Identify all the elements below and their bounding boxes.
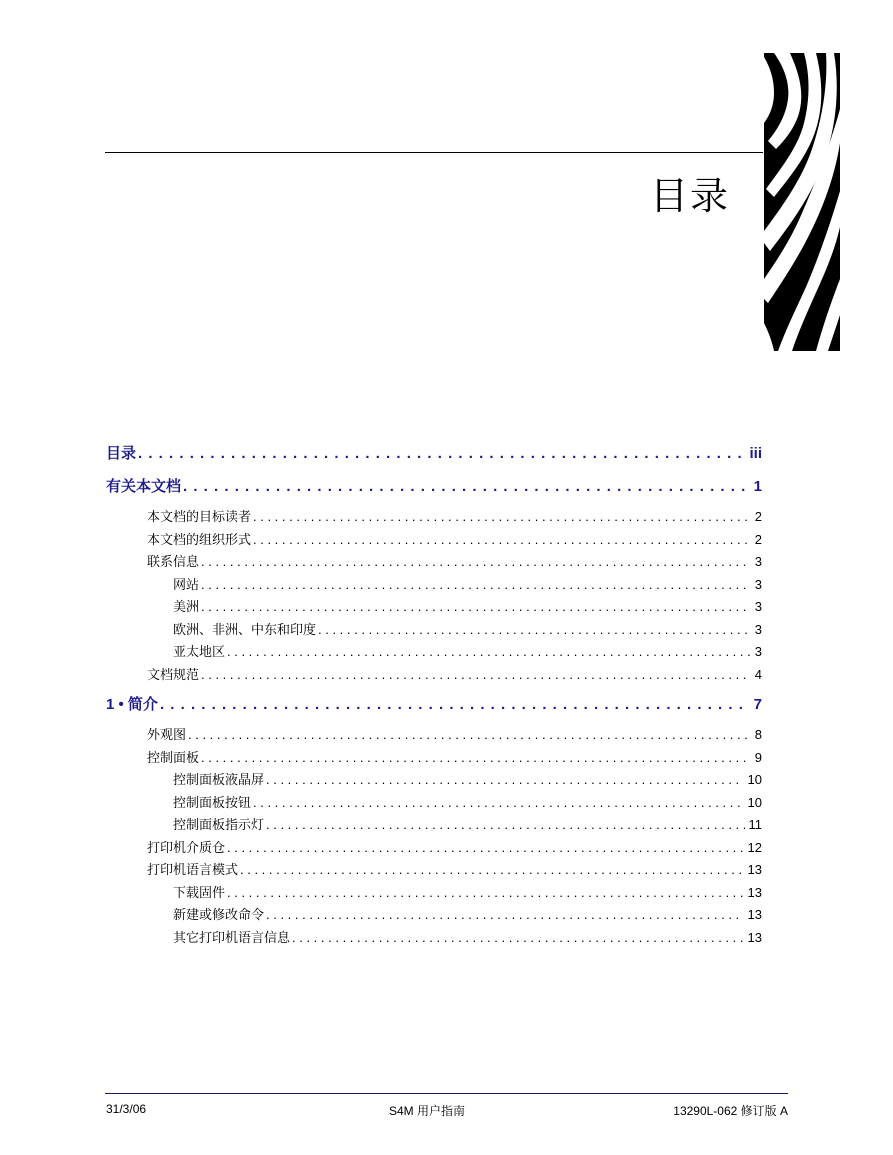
toc-entry-page: 13 <box>747 907 762 922</box>
toc-entry-page: 11 <box>748 817 762 832</box>
toc-entry-emea[interactable] <box>106 619 762 642</box>
toc-leader <box>318 619 751 642</box>
toc-entry-label: 本文档的组织形式 <box>147 531 252 547</box>
toc-leader <box>253 792 744 815</box>
toc-entry-control-panel-buttons[interactable] <box>106 792 762 815</box>
toc-entry-label: 目录 <box>106 445 137 462</box>
toc-entry-page: 3 <box>754 644 762 659</box>
toc-leader <box>201 747 751 770</box>
toc-leader <box>201 596 751 619</box>
toc-leader <box>201 574 751 597</box>
footer-date: 31/3/06 <box>106 1102 147 1116</box>
toc-entry-page: 7 <box>753 696 762 713</box>
toc-entry-label: 打印机介质仓 <box>147 839 226 855</box>
footer-guide-title: S4M 用户指南 <box>389 1104 466 1118</box>
toc-entry-label: 1 • 简介 <box>106 696 158 713</box>
toc-entry-label: 本文档的目标读者 <box>147 509 252 524</box>
toc-entry-introduction[interactable] <box>106 694 762 716</box>
toc-leader <box>253 529 751 552</box>
zebra-stripes-icon <box>764 53 840 351</box>
footer-rule <box>105 1093 788 1094</box>
toc-entry-page: 1 <box>753 478 762 495</box>
toc-entry-page: 10 <box>747 772 762 787</box>
toc-leader <box>227 641 751 664</box>
toc-entry-page: iii <box>749 445 762 462</box>
toc-entry-label: 新建或修改命令 <box>173 907 265 922</box>
toc-entry-page: 3 <box>754 621 762 637</box>
toc-entry-page: 3 <box>754 554 762 569</box>
footer-doc-number: 13290L-062 修订版 A <box>673 1104 788 1118</box>
toc-entry-label: 其它打印机语言信息 <box>173 929 291 945</box>
toc-entry-page: 2 <box>754 509 762 524</box>
toc-entry-language-modes[interactable] <box>106 859 762 882</box>
toc-entry-label: 欧洲、非洲、中东和印度 <box>173 621 317 637</box>
toc-entry-page: 3 <box>754 599 762 614</box>
toc-entry-page: 13 <box>747 862 762 877</box>
toc-entry-page: 10 <box>747 794 762 810</box>
toc-entry-create-modify-commands[interactable] <box>106 904 762 927</box>
toc-leader <box>240 859 744 882</box>
toc-leader <box>227 837 744 860</box>
toc-entry-label: 控制面板液晶屏 <box>173 772 265 787</box>
toc-leader <box>183 476 750 498</box>
toc-entry-page: 2 <box>754 531 762 547</box>
toc-entry-conventions[interactable] <box>106 664 762 687</box>
toc-entry-control-panel-lcd[interactable] <box>106 769 762 792</box>
toc-entry-label: 有关本文档 <box>106 478 182 495</box>
toc-entry-media-compartment[interactable] <box>106 837 762 860</box>
toc-entry-page: 4 <box>754 666 762 682</box>
toc-entry-label: 亚太地区 <box>173 644 226 659</box>
toc-leader <box>188 724 751 747</box>
toc-leader <box>201 551 751 574</box>
toc-entry-label: 联系信息 <box>147 554 200 569</box>
toc-entry-label: 控制面板指示灯 <box>173 817 265 832</box>
toc-leader <box>138 443 745 465</box>
toc-entry-contacts[interactable] <box>106 551 762 574</box>
toc-entry-about-this-document[interactable] <box>106 476 762 498</box>
toc-entry-download-firmware[interactable] <box>106 882 762 905</box>
toc-entry-exterior-view[interactable] <box>106 724 762 747</box>
toc-entry-label: 下载固件 <box>173 884 226 900</box>
toc-leader <box>253 506 751 529</box>
toc-entry-americas[interactable] <box>106 596 762 619</box>
toc-entry-label: 网站 <box>173 576 200 592</box>
toc-entry-page: 9 <box>754 749 762 765</box>
header-rule <box>105 152 763 153</box>
toc-entry-page: 3 <box>754 576 762 592</box>
table-of-contents <box>106 443 762 949</box>
toc-entry-label: 美洲 <box>173 599 200 614</box>
toc-entry-label: 控制面板按钮 <box>173 794 252 810</box>
toc-leader <box>266 769 744 792</box>
toc-leader <box>266 904 744 927</box>
toc-entry-audience[interactable] <box>106 506 762 529</box>
toc-entry-page: 12 <box>747 839 762 855</box>
toc-entry-website[interactable] <box>106 574 762 597</box>
toc-entry-other-language-info[interactable] <box>106 927 762 950</box>
toc-entry-control-panel[interactable] <box>106 747 762 770</box>
toc-entry-page: 13 <box>747 884 762 900</box>
page-title: 目录 <box>649 174 730 218</box>
toc-entry-page: 13 <box>747 929 762 945</box>
toc-entry-label: 外观图 <box>147 727 187 742</box>
toc-entry-page: 8 <box>754 727 762 742</box>
toc-entry-control-panel-lights[interactable] <box>106 814 762 837</box>
toc-leader <box>201 664 751 687</box>
toc-entry-organization[interactable] <box>106 529 762 552</box>
toc-entry-label: 控制面板 <box>147 749 200 765</box>
toc-entry-label: 打印机语言模式 <box>147 862 239 877</box>
toc-entry-asia-pacific[interactable] <box>106 641 762 664</box>
toc-leader <box>266 814 744 837</box>
toc-entry-label: 文档规范 <box>147 666 200 682</box>
toc-leader <box>160 694 750 716</box>
toc-entry-contents[interactable] <box>106 443 762 465</box>
toc-leader <box>227 882 744 905</box>
toc-leader <box>292 927 744 950</box>
